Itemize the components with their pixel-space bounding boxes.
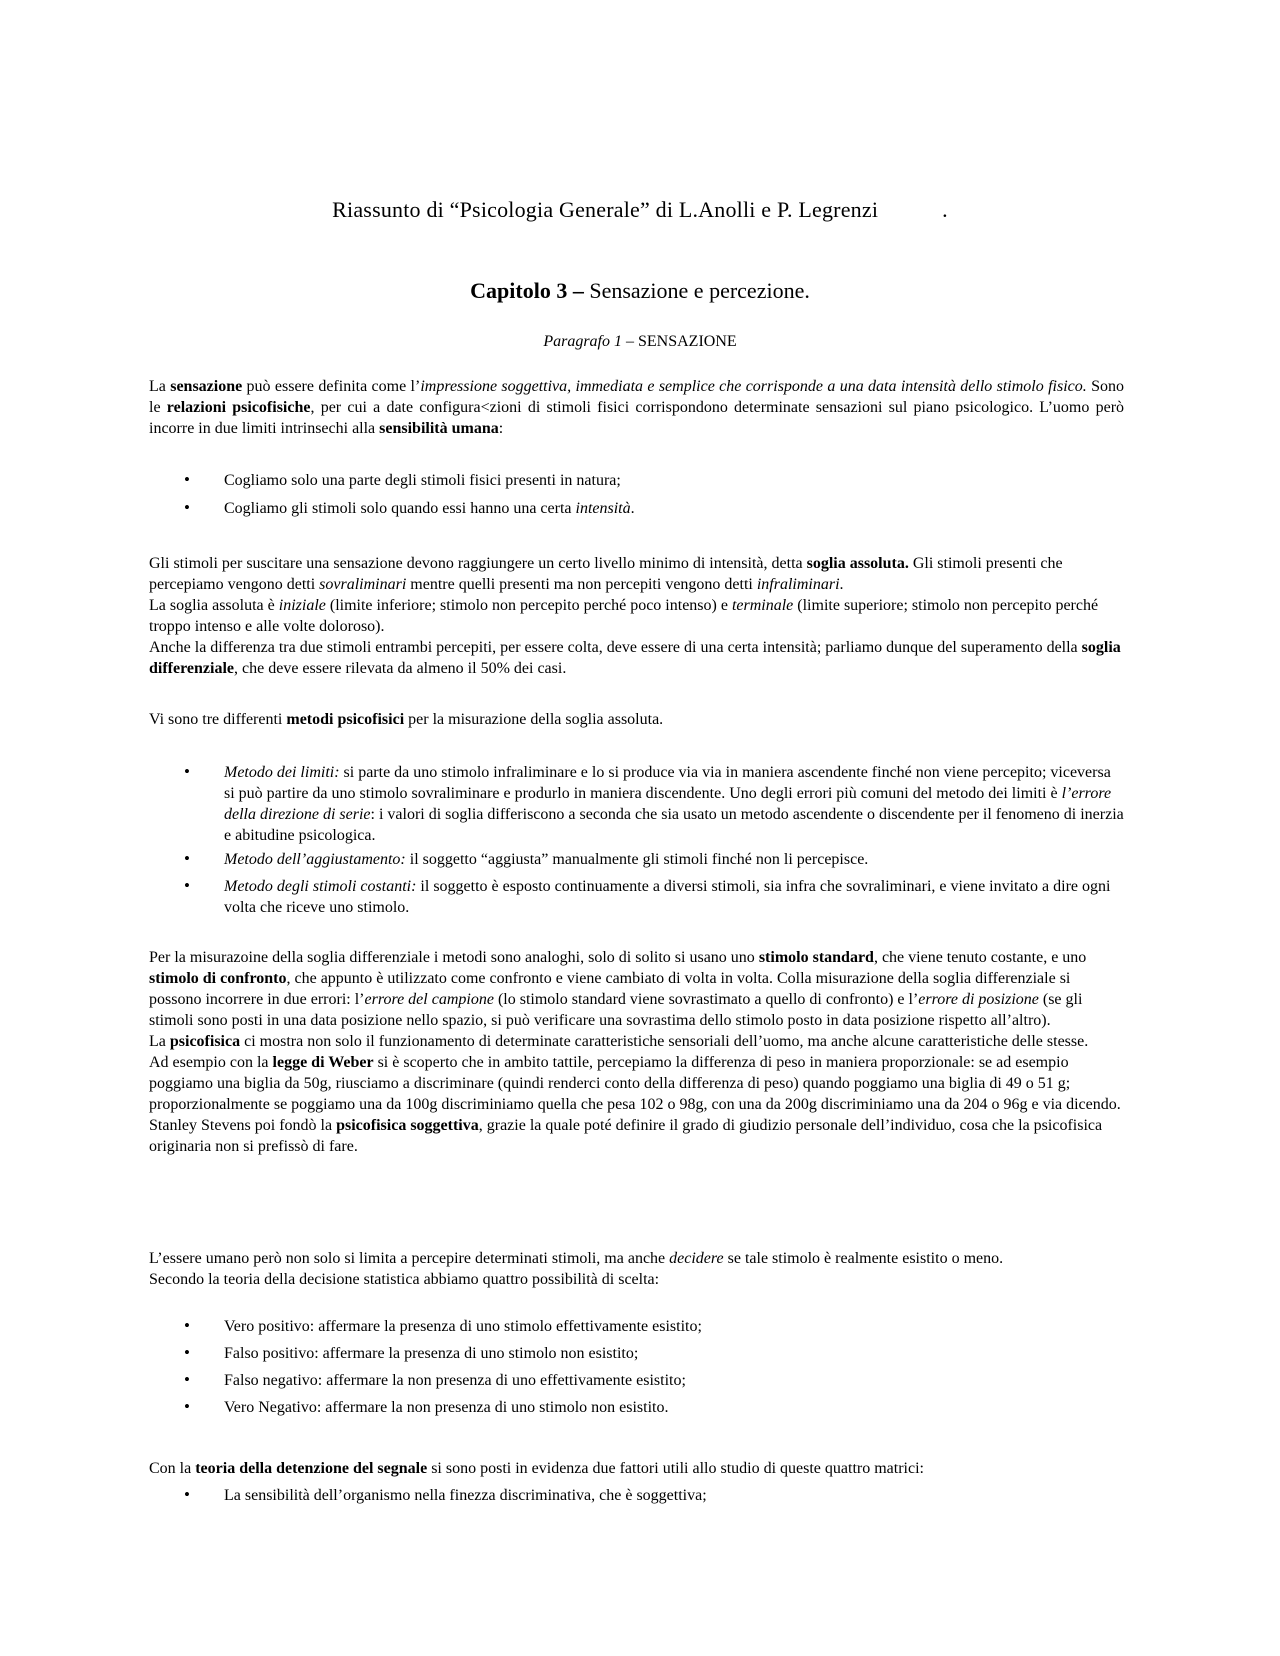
document-title-text: Riassunto di “Psicologia Generale” di L.Anolli e P. Legrenzi (332, 197, 879, 222)
bold-term: legge di Weber (272, 1054, 374, 1071)
text-run: per la misurazione della soglia assoluta. (404, 711, 664, 728)
text-run: : (498, 420, 504, 437)
text-run: Vi sono tre differenti (149, 711, 287, 728)
text-run: . (839, 576, 844, 593)
list-item (149, 498, 1124, 519)
italic-term: iniziale (278, 597, 326, 614)
chapter-heading (0, 278, 1280, 304)
text-run: L’essere umano però non solo si limita a percepire determinati stimoli, ma anche (149, 1250, 670, 1267)
list-item-text: . (630, 500, 635, 517)
list-item (149, 1370, 1124, 1391)
text-run: può essere definita come l’ (242, 378, 421, 395)
text-run: Con la (149, 1460, 196, 1477)
text-run: si è scoperto che in ambito tattile, percepiamo la differenza di peso in maniera proporzionale: se ad esempio poggiamo una biglia da 50g, riusciamo a discriminare (quindi renderci conto della differenza di peso) quando poggiamo una biglia di 49 o 51 g; proporzionalmente se poggiamo una da 100g discriminiamo quella che pesa 102 o 98g, con una da 200g discriminiamo una da 204 o 96g e via dicendo. (149, 1054, 1121, 1113)
text-run: Gli stimoli presenti che percepiamo vengono detti (149, 555, 1063, 593)
italic-term: terminale (731, 597, 794, 614)
choices-list (149, 1316, 1124, 1418)
text-run: Ad esempio con la (149, 1054, 273, 1071)
section-title: – SENSAZIONE (626, 333, 737, 350)
text-run: Gli stimoli per suscitare una sensazione devono raggiungere un certo livello minimo di intensità, detta (149, 555, 807, 572)
text-run: , che viene tenuto costante, e uno (873, 949, 1087, 966)
text-run: (se gli stimoli sono posti in una data posizione nello spazio, si può verificare una sovrastima dello stimolo posto in data posizione rispetto all’altro). (149, 991, 1083, 1029)
text-run: si sono posti in evidenza due fattori utili allo studio di queste quattro matrici: (427, 1460, 924, 1477)
paragraph-sensation-definition (149, 376, 1124, 439)
method-label: Metodo degli stimoli costanti: (224, 878, 417, 895)
list-item-text: Cogliamo solo una parte degli stimoli fisici presenti in natura; (224, 472, 621, 489)
list-item-text: il soggetto è esposto continuamente a diversi stimoli, sia infra che sovraliminari, e viene invitato a dire ogni volta che riceve uno stimolo. (224, 878, 1111, 916)
limits-list (149, 470, 1124, 519)
list-item-text: : i valori di soglia differiscono a seconda che sia usato un metodo ascendente o discendente per il fenomeno di inerzia e abitudine psicologica. (224, 806, 1124, 844)
document-title (0, 197, 1280, 223)
bold-term: relazioni psicofisiche (166, 399, 311, 416)
text-run: , per cui a date configura<zioni di stimoli fisici corrispondono determinate sensazioni sul piano psicologico. L’uomo però incorre in due limiti intrinsechi alla (149, 399, 1125, 437)
bold-term: psicofisica (169, 1033, 241, 1050)
list-item (149, 1485, 1124, 1506)
list-item-text: il soggetto “aggiusta” manualmente gli stimoli finché non li percepisce. (405, 851, 869, 868)
methods-list (149, 762, 1124, 918)
bold-term: teoria della detenzione del segnale (195, 1460, 428, 1477)
text-run: Anche la differenza tra due stimoli entrambi percepiti, per essere colta, deve essere di una certa intensità; parliamo dunque del superamento della (149, 639, 1082, 656)
text-run: , che appunto è utilizzato come confronto e viene cambiato di volta in volta. Colla misurazione della soglia differenziale si possono incorrere in due errori: l’ (149, 970, 1071, 1008)
list-item (149, 470, 1124, 491)
bold-term: stimolo di confronto (149, 970, 287, 987)
chapter-title: Sensazione e percezione. (589, 278, 810, 303)
list-item-text: La sensibilità dell’organismo nella finezza discriminativa, che è soggettiva; (224, 1487, 707, 1504)
bold-term: metodi psicofisici (286, 711, 405, 728)
text-run: mentre quelli presenti ma non percepiti vengono detti (406, 576, 757, 593)
list-item-text: Falso negativo: affermare la non presenza di uno effettivamente esistito; (224, 1372, 686, 1389)
text-run: se tale stimolo è realmente esistito o meno. (723, 1250, 1004, 1267)
list-item-text: Vero positivo: affermare la presenza di uno stimolo effettivamente esistito; (224, 1318, 702, 1335)
section-label: Paragrafo 1 (543, 333, 622, 350)
list-item-text: Vero Negativo: affermare la non presenza di uno stimolo non esistito. (224, 1399, 669, 1416)
bold-term: soglia assoluta. (806, 555, 909, 572)
italic-term: decidere (669, 1250, 724, 1267)
bold-term: soglia differenziale (149, 639, 1121, 677)
list-item (149, 1316, 1124, 1337)
list-item (149, 1397, 1124, 1418)
text-run: Stanley Stevens poi fondò la (149, 1117, 337, 1134)
paragraph-differential-threshold (149, 947, 1124, 1157)
list-item (149, 1343, 1124, 1364)
italic-term: infraliminari (756, 576, 840, 593)
italic-term: intensità (575, 500, 631, 517)
paragraph-threshold (149, 553, 1124, 679)
text-run: Per la misurazoine della soglia differenziale i metodi sono analoghi, solo di solito si usano uno (149, 949, 759, 966)
paragraph-signal-detection (149, 1458, 1124, 1479)
italic-definition: impressione soggettiva, immediata e semplice che corrisponde a una data intensità dello stimolo fisico. (420, 378, 1087, 395)
list-item-text: Falso positivo: affermare la presenza di uno stimolo non esistito; (224, 1345, 639, 1362)
text-run: Sono le (149, 378, 1125, 416)
bold-term: sensibilità umana (379, 420, 499, 437)
text-run: ci mostra non solo il funzionamento di determinate caratteristiche sensoriali dell’uomo, ma anche alcune caratteristiche delle stesse. (240, 1033, 1089, 1050)
chapter-label: Capitolo 3 – (470, 278, 584, 303)
text-run: Secondo la teoria della decisione statistica abbiamo quattro possibilità di scelta: (149, 1271, 660, 1288)
italic-term: errore di posizione (918, 991, 1039, 1008)
italic-term: sovraliminari (319, 576, 407, 593)
text-run: La (149, 1033, 170, 1050)
list-item (149, 762, 1124, 846)
text-run: , che deve essere rilevata da almeno il 50% dei casi. (234, 660, 567, 677)
list-item-text: si parte da uno stimolo infraliminare e lo si produce via via in maniera ascendente finché non viene percepito; viceversa si può partire da uno stimolo sovraliminare e produrlo in maniera discendente. Uno degli errori più comuni del metodo dei limiti è (224, 764, 1111, 802)
italic-term: l’errore della direzione di serie (224, 785, 1112, 823)
bold-term: sensazione (170, 378, 243, 395)
text-run: (limite inferiore; stimolo non percepito perché poco intenso) e (325, 597, 732, 614)
paragraph-methods-intro (149, 709, 1124, 730)
list-item (149, 849, 1124, 870)
factors-list (149, 1485, 1124, 1506)
bold-term: psicofisica soggettiva (336, 1117, 479, 1134)
text-run: (lo stimolo standard viene sovrastimato a quello di confronto) e l’ (493, 991, 919, 1008)
text-run: , grazie la quale poté definire il grado di giudizio personale dell’individuo, cosa che la psicofisica originaria non si prefissò di fare. (149, 1117, 1103, 1155)
paragraph-decision (149, 1248, 1124, 1290)
method-label: Metodo dell’aggiustamento: (224, 851, 406, 868)
text-run: (limite superiore; stimolo non percepito perché troppo intenso e alle volte doloroso). (149, 597, 1099, 635)
document-title-dot: . (942, 197, 948, 222)
text-run: La (149, 378, 171, 395)
list-item (149, 876, 1124, 918)
text-run: La soglia assoluta è (149, 597, 279, 614)
bold-term: stimolo standard (758, 949, 874, 966)
list-item-text: Cogliamo gli stimoli solo quando essi hanno una certa (224, 500, 576, 517)
section-heading (0, 333, 1280, 351)
italic-term: errore del campione (364, 991, 494, 1008)
method-label: Metodo dei limiti: (224, 764, 340, 781)
